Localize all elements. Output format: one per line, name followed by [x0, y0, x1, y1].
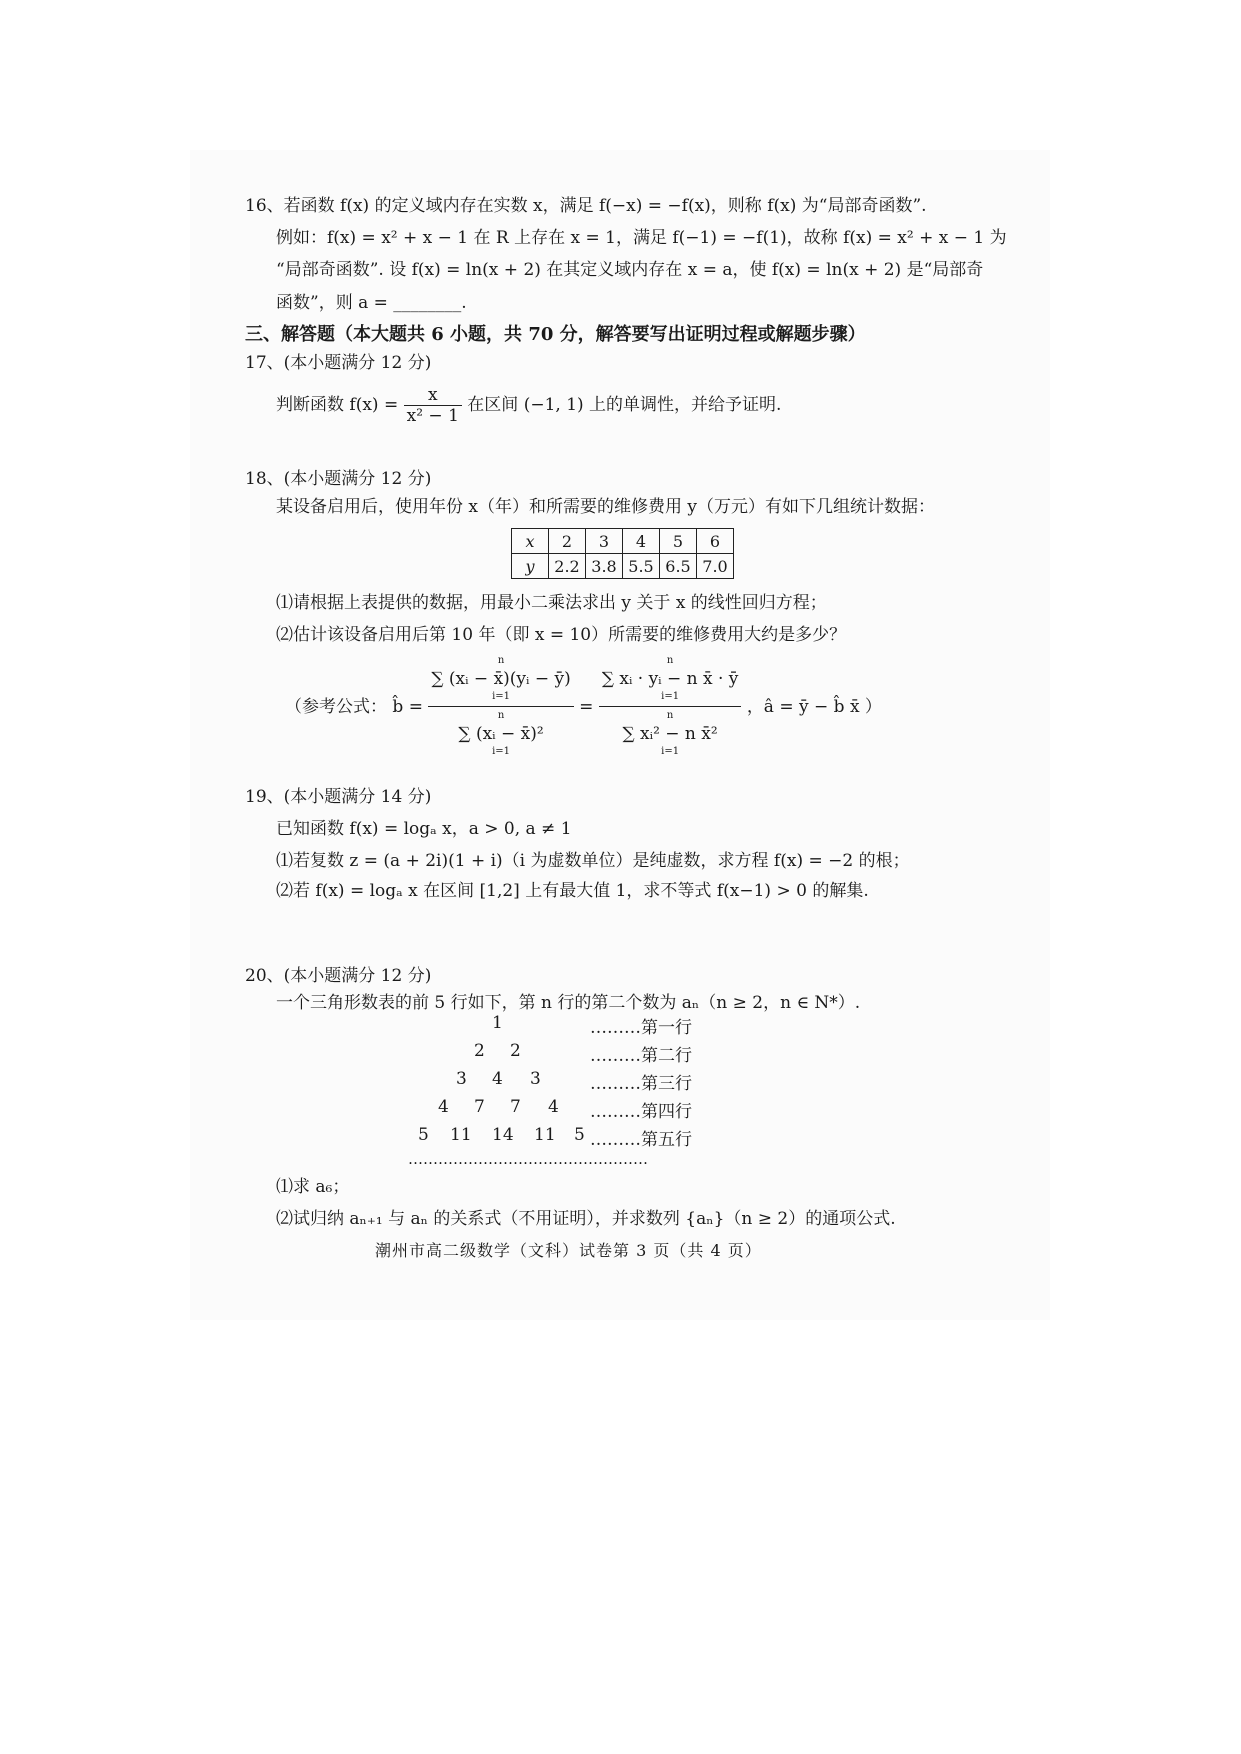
formula-1-numerator	[428, 652, 573, 707]
q18-part-2: ⑵估计该设备启用后第 10 年（即 x = 10）所需要的维修费用大约是多少？	[276, 625, 847, 645]
q18-data-table	[511, 528, 734, 579]
sum-upper: n	[666, 655, 674, 666]
tri-number: 2	[474, 1041, 485, 1061]
formula-b-hat: b̂ =	[392, 696, 423, 717]
q17-statement	[276, 385, 781, 426]
tri-number: 7	[474, 1097, 485, 1117]
q18-heading: 18、(本小题满分 12 分)	[245, 469, 432, 489]
tri-row-label: ………第二行	[590, 1046, 692, 1066]
tri-number: 4	[438, 1097, 449, 1117]
tri-number: 4	[492, 1069, 503, 1089]
tri-number: 11	[450, 1125, 472, 1145]
sum-upper: n	[497, 655, 505, 666]
table-cell: 4	[623, 529, 660, 554]
q19-part-2: ⑵若 f(x) = logₐ x 在区间 [1,2] 上有最大值 1，求不等式 f(x−1) > 0 的解集.	[276, 881, 869, 901]
tri-row-label: ………第三行	[590, 1074, 692, 1094]
sum-lower: i=1	[492, 691, 511, 702]
q20-heading: 20、(本小题满分 12 分)	[245, 966, 432, 986]
table-cell: 7.0	[697, 554, 734, 579]
tri-number: 3	[456, 1069, 467, 1089]
formula-fraction-2	[599, 652, 742, 761]
formula-1-den-text: ∑ (xᵢ − x̄)²	[458, 724, 544, 744]
q19-heading: 19、(本小题满分 14 分)	[245, 787, 432, 807]
q17-frac-num: x	[404, 385, 462, 406]
q17-fraction	[404, 385, 462, 426]
tri-number: 7	[510, 1097, 521, 1117]
tri-number: 11	[534, 1125, 556, 1145]
tri-number: 5	[418, 1125, 429, 1145]
formula-1-denominator	[428, 707, 573, 761]
tri-number: 1	[492, 1013, 503, 1033]
formula-2-denominator	[599, 707, 742, 761]
sum-lower: i=1	[661, 691, 680, 702]
page-footer: 潮州市高二级数学（文科）试卷第 3 页（共 4 页）	[375, 1241, 762, 1260]
tri-row-label: ………第四行	[590, 1102, 692, 1122]
tri-number: 3	[530, 1069, 541, 1089]
q17-frac-den: x² − 1	[406, 406, 459, 426]
tri-row-label: ………第五行	[590, 1130, 692, 1150]
tri-ellipsis: …………………………………………	[408, 1150, 648, 1168]
table-row-y	[512, 554, 734, 579]
tri-number: 2	[510, 1041, 521, 1061]
tri-number: 4	[548, 1097, 559, 1117]
table-cell: 2.2	[549, 554, 586, 579]
q18-reference-formula	[285, 652, 882, 761]
formula-equals: =	[579, 696, 594, 717]
q16-line-4: 函数”，则 a = ________.	[276, 293, 467, 313]
table-row-x	[512, 529, 734, 554]
q20-intro: 一个三角形数表的前 5 行如下，第 n 行的第二个数为 aₙ（n ≥ 2，n ∈ N*）.	[276, 993, 861, 1013]
tri-number: 14	[492, 1125, 514, 1145]
table-y-label: y	[512, 554, 549, 579]
sum-lower: i=1	[661, 746, 680, 757]
q17-suffix: 在区间 (−1, 1) 上的单调性，并给予证明.	[467, 395, 782, 415]
table-cell: 6	[697, 529, 734, 554]
q19-given: 已知函数 f(x) = logₐ x，a > 0, a ≠ 1	[276, 819, 572, 839]
formula-2-num-text: ∑ xᵢ · yᵢ − n x̄ · ȳ	[601, 669, 739, 689]
formula-label: （参考公式：	[285, 696, 387, 717]
q19-part-1: ⑴若复数 z = (a + 2i)(1 + i)（i 为虚数单位）是纯虚数，求方程 f(x) = −2 的根；	[276, 851, 910, 871]
formula-fraction-1	[428, 652, 573, 761]
q16-line-3: “局部奇函数”. 设 f(x) = ln(x + 2) 在其定义域内存在 x = a，使 f(x) = ln(x + 2) 是“局部奇	[276, 260, 984, 280]
q16-line-1: 16、若函数 f(x) 的定义域内存在实数 x，满足 f(−x) = −f(x)，则称 f(x) 为“局部奇函数”.	[245, 196, 927, 216]
formula-2-den-text: ∑ xᵢ² − n x̄²	[622, 724, 718, 744]
sum-upper: n	[666, 710, 674, 721]
sum-lower: i=1	[492, 746, 511, 757]
table-cell: 3	[586, 529, 623, 554]
q18-intro: 某设备启用后，使用年份 x（年）和所需要的维修费用 y（万元）有如下几组统计数据：	[276, 497, 935, 517]
formula-2-numerator	[599, 652, 742, 707]
table-cell: 2	[549, 529, 586, 554]
section-3-heading: 三、解答题（本大题共 6 小题，共 70 分，解答要写出证明过程或解题步骤）	[245, 324, 866, 345]
table-cell: 5	[660, 529, 697, 554]
sum-upper: n	[497, 710, 505, 721]
q20-part-1: ⑴求 a₆；	[276, 1177, 350, 1197]
q17-heading: 17、(本小题满分 12 分)	[245, 353, 432, 373]
table-cell: 3.8	[586, 554, 623, 579]
q18-part-1: ⑴请根据上表提供的数据，用最小二乘法求出 y 关于 x 的线性回归方程；	[276, 593, 827, 613]
q20-part-2: ⑵试归纳 aₙ₊₁ 与 aₙ 的关系式（不用证明），并求数列 {aₙ}（n ≥ 2）的通项公式.	[276, 1209, 896, 1229]
table-cell: 6.5	[660, 554, 697, 579]
q17-prefix: 判断函数 f(x) =	[276, 395, 399, 415]
formula-1-num-text: ∑ (xᵢ − x̄)(yᵢ − ȳ)	[431, 669, 571, 689]
tri-row-label: ………第一行	[590, 1018, 692, 1038]
tri-number: 5	[574, 1125, 585, 1145]
formula-tail: ，â = ȳ − b̂ x̄ ）	[746, 696, 882, 717]
table-x-label: x	[512, 529, 549, 554]
q16-line-2: 例如：f(x) = x² + x − 1 在 R 上存在 x = 1，满足 f(−1) = −f(1)，故称 f(x) = x² + x − 1 为	[276, 228, 1007, 248]
table-cell: 5.5	[623, 554, 660, 579]
